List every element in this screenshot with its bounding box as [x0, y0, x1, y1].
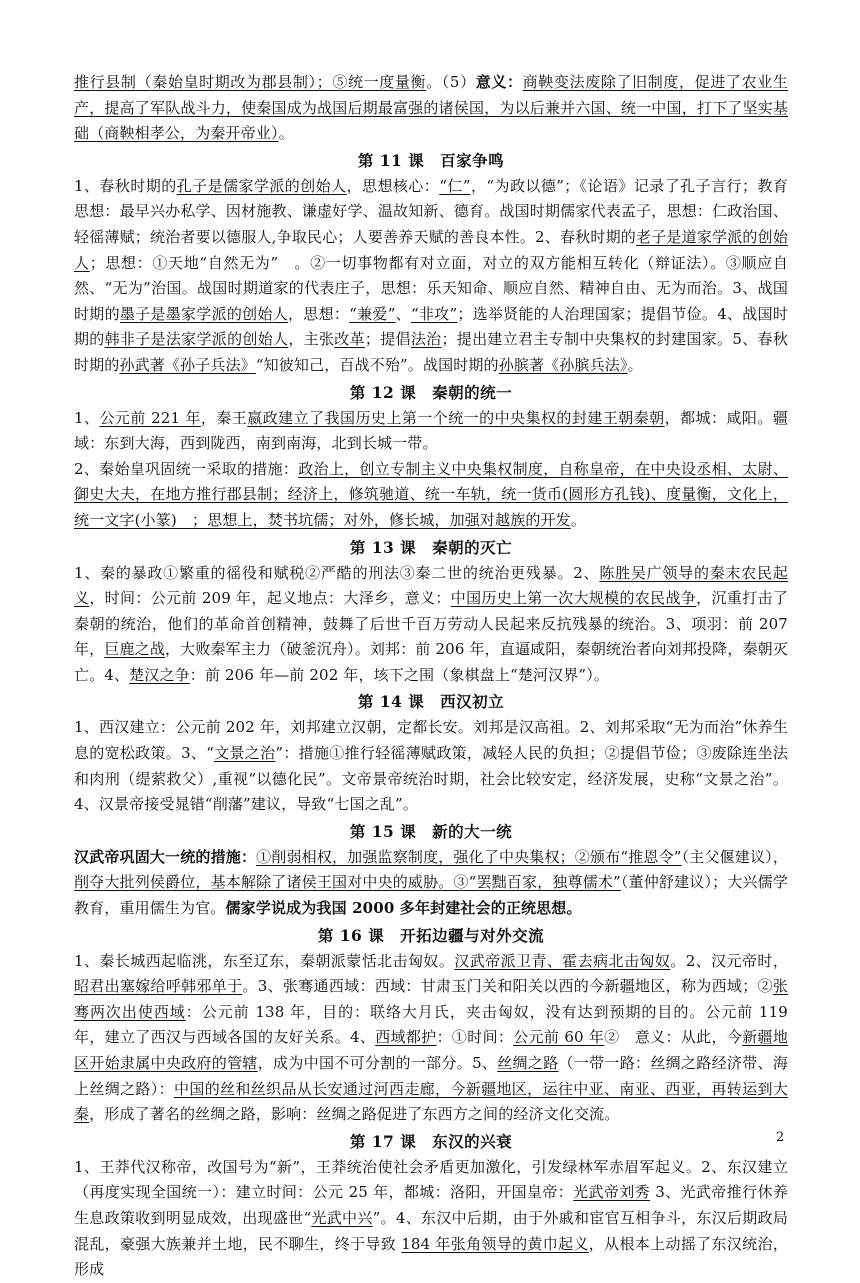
body-text: ，形成了著名的丝绸之路，影响：丝绸之路促进了东西方之间的经济文化交流。 — [89, 1105, 620, 1124]
body-text: 2、秦始皇巩固统一采取的措施： — [74, 459, 299, 478]
body-text: 1、春秋时期的 — [74, 176, 177, 195]
lesson-paragraph — [74, 715, 788, 817]
lesson-title: 第 15 课 新的大一统 — [349, 821, 513, 841]
underlined-key-text: 光武帝刘秀 — [573, 1183, 651, 1202]
body-text: ，时间：公元前 209 年，起义地点：大泽乡，意义： — [89, 589, 451, 608]
body-text: ，沉重打击了秦朝的统治，他们的革命首创精神，鼓舞了后世千百万劳动人民起来反抗残暴的统治。3、项羽：前 207 年， — [74, 589, 788, 659]
body-text: （董仲舒建议）；大兴儒学教育，重用儒生为官。 — [74, 873, 789, 918]
underlined-key-text: 公元前 60 年 — [513, 1028, 605, 1047]
body-text: ，思想核心： — [346, 176, 440, 195]
underlined-key-text: “非攻” — [410, 304, 458, 323]
underlined-key-text: 新疆地区开始隶属中央政府的管辖 — [74, 1028, 789, 1072]
underlined-key-text: 老子是道家学派的创始人 — [74, 227, 788, 272]
underlined-key-text: 商鞅变法废除了旧制度，促进了农业生产，提高了军队战斗力，使秦国成为战国后期最富强的诸侯国，为以后兼并六国、统一中国，打下了坚实基础（商鞅相孝公，为秦开帝业） — [74, 73, 788, 143]
underlined-key-text: 陈胜吴广领导的秦末农民起义 — [74, 563, 788, 608]
body-text: ；思想：①天地“自然无为” 。②一切事物都有对立面，对立的双方能相互转化（辩证法）。③顺应自然、“无为”治国。战国时期道家的代表庄子，思想：乐天知命、顺应自然、精神自由、无为而治。3、战国时期的 — [74, 253, 788, 323]
underlined-key-text: 改革 — [334, 330, 365, 349]
lesson-paragraph — [74, 845, 788, 922]
underlined-key-text: “仁” — [439, 176, 471, 195]
body-text: 1、 — [74, 408, 100, 427]
body-text: 1、王莽代汉称帝，改国号为“新”，王莽统治使社会矛盾更加激化，引发绿林军赤眉军起义。2、东汉建立（再度实现全国统一）：建立时间：公元 25 年，都城：洛阳，开国皇帝： — [74, 1157, 788, 1202]
body-text: ：前 206 年—前 202 年，垓下之围（象棋盘上“楚河汉界”）。 — [189, 665, 610, 684]
underlined-key-text: 丝绸之路 — [497, 1054, 559, 1072]
body-text: 。3、张骞通西域：西域：甘肃玉门关和阳关以西的今新疆地区，称为西域；② — [242, 977, 773, 996]
lesson-paragraph — [74, 174, 788, 379]
bold-text: 儒家学说成为我国 2000 多年封建社会的正统思想。 — [225, 899, 582, 918]
body-text: ，大败秦军主力（破釜沉舟）。刘邦：前 206 年，直逼咸阳，秦朝统治者向刘邦投降，秦朝灭亡。4、 — [74, 640, 788, 684]
underlined-key-text: 184 年张角领导的黄巾起义 — [401, 1234, 589, 1253]
underlined-key-text: 墨子是墨家学派的创始人 — [119, 304, 289, 323]
lesson-title: 第 17 课 东汉的兴衰 — [349, 1131, 513, 1151]
underlined-key-text: 中国的丝和丝织品从长安通过河西走廊，今新疆地区，运往中亚、南亚、西亚，再转运到大秦 — [74, 1079, 788, 1124]
body-text: 、 — [395, 304, 411, 323]
body-text: ”：措施①推行轻徭薄赋政策，减轻人民的负担；②提倡节俭；③废除连坐法和肉刑（缇萦救父）,重视“以德化民”。文帝景帝统治时期，社会比较安定，经济发展，史称“文景之治”。4、汉景帝接受晁错“削藩”建议，导致“七国之乱”。 — [74, 744, 789, 814]
lesson-title: 第 13 课 秦朝的灭亡 — [349, 537, 513, 557]
page-number: 2 — [776, 1130, 785, 1145]
body-text: 。 — [278, 124, 294, 143]
body-text: ，秦王 — [200, 408, 248, 427]
underlined-key-text: “兼爱” — [349, 304, 396, 323]
lesson-title: 第 14 课 西汉初立 — [357, 692, 505, 712]
body-text: 。 — [570, 510, 586, 529]
underlined-key-text: 中国历史上第一次大规模的农民战争 — [450, 589, 697, 608]
lesson-title: 第 16 课 开拓边疆与对外交流 — [317, 925, 545, 945]
lesson-sections — [74, 147, 788, 1283]
body-text: ”。4、东汉中后期，由于外戚和宦官互相争斗，东汉后期政局混乱，豪强大族兼并土地，民不聊生，终于导致 — [74, 1208, 788, 1253]
underlined-key-text: 政治上，创立专制主义中央集权制度，自称皇帝，在中央设丞相、太尉、御史大夫，在地方推行郡县制；经济上，修筑驰道、统一车轨，统一货币(圆形方孔钱)、度量衡，文化上，统一文字(小篆) ；思想上，焚书坑儒；对外，修长城，加强对越族的开发 — [74, 459, 789, 529]
body-text: ；提倡 — [364, 330, 411, 349]
underlined-key-text: 孔子是儒家学派的创始人 — [176, 176, 347, 195]
lesson-title: 第 12 课 秦朝的统一 — [349, 382, 513, 402]
underlined-key-text: 孙膑著《孙膑兵法》 — [498, 355, 628, 374]
body-text: ；选举贤能的人治理国家；提倡节俭。4、战国时期的 — [74, 304, 789, 349]
body-text: “知彼知己，百战不殆”。战国时期的 — [255, 355, 499, 374]
body-text: 1、秦的暴政①繁重的徭役和赋税②严酷的刑法③秦二世的统治更残暴。2、 — [74, 563, 600, 582]
body-text: ，“为政以德”；《论语》记录了孔子言行；教育思想：最早兴办私学、因材施教、谦虚好学、温故知新、德育。战国时期儒家代表孟子，思想：仁政治国、轻徭薄赋；统治者要以德服人,争取民心；人要善养天赋的善良本性。2、春秋时期的 — [74, 176, 789, 246]
body-text: 。 — [627, 355, 643, 374]
underlined-key-text: 张骞两次出使西域 — [74, 977, 788, 1021]
body-text: 3、光武帝推行休养生息政策收到明显成效，出现盛世“ — [74, 1183, 788, 1227]
lesson-paragraph — [74, 561, 788, 689]
underlined-key-text: 文景之治 — [214, 744, 276, 763]
underlined-key-text: 昭君出塞嫁给呼韩邪单于 — [74, 977, 243, 996]
body-text: ，都城：咸阳。疆域：东到大海，西到陇西，南到南海，北到长城一带。 — [74, 408, 789, 453]
underlined-key-text: 西域都护 — [375, 1028, 437, 1047]
underlined-key-text: 嬴政建立了我国历史上第一个统一的中央集权的封建王朝秦朝 — [247, 408, 665, 427]
lesson-paragraph — [74, 457, 788, 534]
underlined-key-text: 光武中兴 — [311, 1208, 373, 1227]
body-text: 。（5） — [426, 73, 476, 91]
underlined-key-text: 孙武著《孙子兵法》 — [119, 355, 256, 374]
underlined-key-text: 楚汉之争 — [129, 665, 190, 684]
lesson-title: 第 11 课 百家争鸣 — [357, 150, 505, 170]
body-text: （一带一路：丝绸之路经济带、海上丝绸之路）： — [74, 1054, 788, 1098]
body-text: ② 意义：从此，今 — [604, 1028, 743, 1047]
body-text: ，思想： — [288, 304, 350, 323]
document-page — [74, 70, 788, 1283]
lesson-paragraph — [74, 1155, 788, 1283]
underlined-key-text: 推行县制（秦始皇时期改为郡县制）；⑤统一度量衡 — [74, 73, 427, 91]
underlined-key-text: 削夺大批列侯爵位，基本解除了诸侯王国对中央的威胁。③“罢黜百家，独尊儒术” — [74, 873, 621, 892]
body-text: ：公元前 138 年，目的：联络大月氏，夹击匈奴，没有达到预期的目的。公元前 119 年，建立了西汉与西域各国的友好关系。4、 — [74, 1002, 788, 1047]
body-text: ，从根本上动摇了东汉统治，形成 — [74, 1234, 789, 1279]
body-text: ：①时间： — [436, 1028, 514, 1047]
underlined-key-text: 韩非子是法家学派的创始人 — [104, 330, 289, 349]
body-text: ，主张 — [288, 330, 335, 349]
body-text: ，成为中国不可分割的一部分。5、 — [257, 1054, 498, 1072]
body-text: 1、秦长城西起临洮，东至辽东，秦朝派蒙恬北击匈奴。 — [74, 951, 455, 970]
underlined-key-text: 巨鹿之战 — [104, 640, 166, 659]
lesson-paragraph — [74, 406, 788, 457]
bold-text: 汉武帝巩固大一统的措施： — [74, 847, 257, 866]
body-text: 1、西汉建立：公元前 202 年，刘邦建立汉朝，定都长安。刘邦是汉高祖。2、刘邦采取“无为而治”休养生息的宽松政策。3、“ — [74, 718, 788, 763]
underlined-key-text: ①削弱相权，加强监察制度，强化了中央集权；②颁布“推恩令” — [256, 847, 682, 866]
lesson-paragraph — [74, 949, 788, 1128]
body-text: ；提出建立君主专制中央集权的封建国家。5、春秋时期的 — [74, 330, 788, 374]
underlined-key-text: 公元前 221 年 — [99, 408, 201, 427]
bold-text: ： — [507, 73, 523, 91]
underlined-key-text: 汉武帝派卫青、霍去病北击匈奴 — [454, 951, 671, 970]
underlined-key-text: 法治 — [410, 330, 442, 349]
body-text: （主父偃建议）， — [681, 847, 788, 866]
lesson10-continuation — [74, 70, 788, 147]
body-text: 。2、汉元帝时， — [670, 951, 788, 970]
bold-text: 意义 — [475, 73, 508, 91]
